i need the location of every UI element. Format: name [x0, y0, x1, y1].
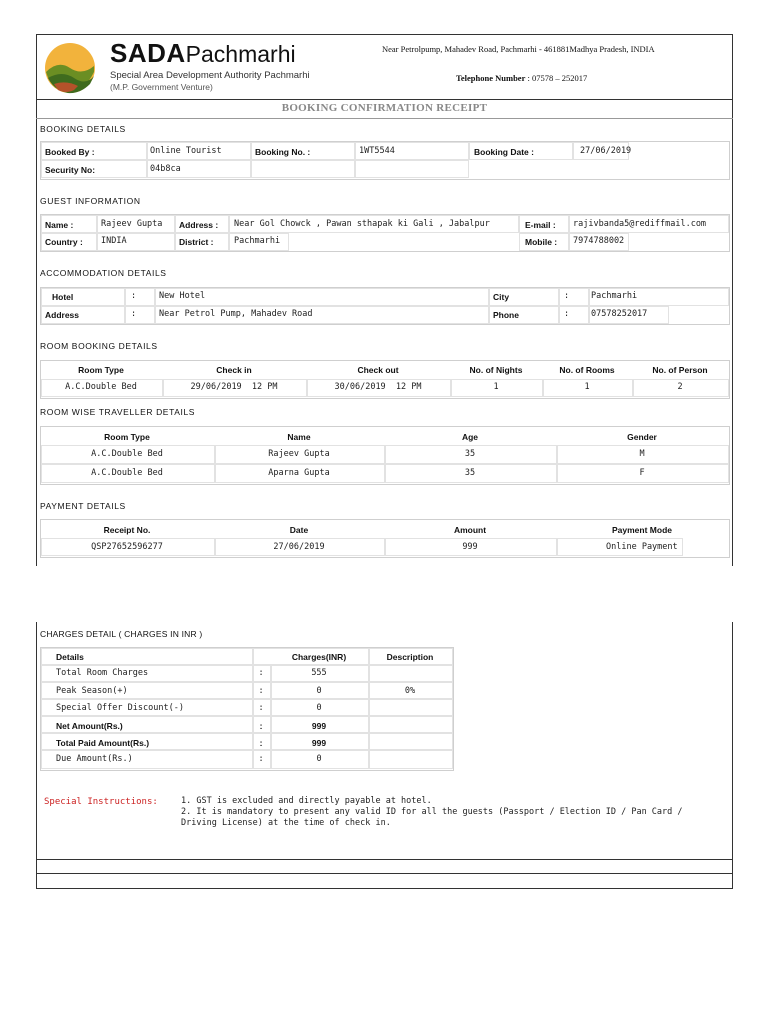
rb-check-in: 29/06/2019 12 PM [190, 382, 278, 392]
tr-row2-gender: F [639, 468, 645, 478]
hotel-address-label: Address [45, 310, 80, 320]
security-no-label: Security No: [45, 165, 96, 175]
guest-district-value: Pachmarhi [234, 236, 281, 246]
header-divider [36, 99, 733, 100]
frame-top-border [36, 34, 733, 35]
pay-amount: 999 [462, 542, 478, 552]
tr-row1-age: 35 [464, 449, 476, 459]
hotel-label: Hotel [52, 292, 74, 302]
frame2-divider-1 [36, 859, 733, 860]
address-colon: : [131, 309, 137, 319]
section-payment-details: PAYMENT DETAILS [40, 501, 126, 511]
booking-date-label: Booking Date : [474, 147, 534, 157]
charge-total-paid-value: 999 [311, 738, 327, 748]
charge-due-amount-value: 0 [316, 754, 322, 764]
charge-peak-season-label: Peak Season(+) [56, 686, 128, 696]
instruction-line-3: Driving License) at the time of check in. [181, 818, 391, 828]
brand-name: SADAPachmarhi [110, 38, 296, 68]
section-charges-detail: CHARGES DETAIL ( CHARGES IN INR ) [40, 629, 203, 639]
charge-total-paid-label: Total Paid Amount(Rs.) [56, 738, 150, 748]
guest-district-label: District : [179, 237, 214, 247]
rb-persons: 2 [677, 382, 683, 392]
title-divider [36, 118, 733, 119]
tr-row1-gender: M [639, 449, 645, 459]
charge-peak-season-desc: 0% [404, 686, 416, 696]
tr-row2-room-type: A.C.Double Bed [91, 468, 163, 478]
guest-name-value: Rajeev Gupta [101, 219, 163, 229]
charges-header-charges: Charges(INR) [291, 652, 347, 662]
tr-row1-name: Rajeev Gupta [268, 449, 330, 459]
tr-header-gender: Gender [627, 432, 657, 442]
frame2-right-border [732, 622, 733, 888]
hotel-phone-label: Phone [493, 310, 519, 320]
booked-by-label: Booked By : [45, 147, 95, 157]
charge-net-amount-sep: : [259, 721, 263, 731]
charge-total-room-value: 555 [311, 668, 327, 678]
guest-email-label: E-mail : [525, 220, 556, 230]
charge-due-amount-sep: : [258, 754, 264, 764]
hotel-colon: : [131, 291, 137, 301]
rb-header-nights: No. of Nights [469, 365, 523, 375]
receipt-title: BOOKING CONFIRMATION RECEIPT [281, 102, 488, 114]
charge-total-room-sep: : [258, 668, 264, 678]
tr-row2-age: 35 [464, 468, 476, 478]
charge-discount-value: 0 [316, 703, 322, 713]
pay-header-mode: Payment Mode [612, 525, 672, 535]
hotel-value: New Hotel [159, 291, 206, 301]
charge-total-paid-sep: : [259, 738, 263, 748]
charge-net-amount-label: Net Amount(Rs.) [56, 721, 123, 731]
guest-name-label: Name : [45, 220, 74, 230]
city-colon: : [564, 291, 570, 301]
charge-peak-season-sep: : [258, 686, 264, 696]
special-instructions-label: Special Instructions: [44, 797, 158, 807]
section-traveller-details: ROOM WISE TRAVELLER DETAILS [40, 407, 196, 417]
guest-address-label: Address : [179, 220, 219, 230]
pay-header-receipt: Receipt No. [103, 525, 151, 535]
rb-nights: 1 [493, 382, 499, 392]
rb-header-check-out: Check out [357, 365, 399, 375]
sada-logo [44, 42, 96, 94]
brand-subtitle: Special Area Development Authority Pachmarhi [110, 70, 310, 81]
rb-header-persons: No. of Person [652, 365, 708, 375]
rb-header-room-type: Room Type [78, 365, 124, 375]
section-room-booking-details: ROOM BOOKING DETAILS [40, 341, 158, 351]
security-no-value: 04b8ca [150, 164, 181, 174]
pay-mode: Online Payment [606, 542, 678, 552]
brand-subtitle-2: (M.P. Government Venture) [110, 82, 213, 92]
booked-by-value: Online Tourist [150, 146, 222, 156]
hotel-phone-value: 07578252017 [591, 309, 648, 319]
frame2-divider-2 [36, 873, 733, 874]
tr-header-name: Name [287, 432, 311, 442]
header-address: Near Petrolpump, Mahadev Road, Pachmarhi - 461881Madhya Pradesh, INDIA [382, 44, 655, 54]
tr-header-age: Age [461, 432, 479, 442]
section-guest-information: GUEST INFORMATION [40, 196, 141, 206]
tr-header-room-type: Room Type [104, 432, 150, 442]
city-label: City [493, 292, 510, 302]
charge-discount-label: Special Offer Discount(-) [56, 703, 184, 713]
charge-discount-sep: : [258, 703, 264, 713]
city-value: Pachmarhi [591, 291, 638, 301]
rb-check-out: 30/06/2019 12 PM [334, 382, 422, 392]
tr-row2-name: Aparna Gupta [268, 468, 330, 478]
rb-header-check-in: Check in [216, 365, 252, 375]
frame2-left-border [36, 622, 37, 888]
charge-total-room-label: Total Room Charges [56, 668, 149, 678]
guest-address-value: Near Gol Chowck , Pawan sthapak ki Gali , Jabalpur [234, 219, 490, 229]
header-phone: Telephone Number : 07578 – 252017 [456, 73, 588, 83]
rb-room-type: A.C.Double Bed [65, 382, 137, 392]
tr-row1-room-type: A.C.Double Bed [91, 449, 163, 459]
booking-no-label: Booking No. : [255, 147, 311, 157]
guest-country-label: Country : [45, 237, 83, 247]
guest-email-value: rajivbanda5@rediffmail.com [573, 219, 707, 229]
guest-mobile-value: 7974788002 [573, 236, 625, 246]
instruction-line-2: 2. It is mandatory to present any valid ID for all the guests (Passport / Election ID / Pan Card / [181, 807, 683, 817]
charge-net-amount-value: 999 [311, 721, 327, 731]
booking-no-value: 1WT5544 [359, 146, 395, 156]
section-booking-details: BOOKING DETAILS [40, 124, 126, 134]
guest-country-value: INDIA [101, 236, 127, 246]
section-accommodation-details: ACCOMMODATION DETAILS [40, 268, 167, 278]
pay-date: 27/06/2019 [273, 542, 325, 552]
pay-header-amount: Amount [453, 525, 487, 535]
instruction-line-1: 1. GST is excluded and directly payable at hotel. [181, 796, 432, 806]
frame2-bottom-border [36, 888, 733, 889]
pay-header-date: Date [289, 525, 309, 535]
charges-header-description: Description [386, 652, 434, 662]
guest-mobile-label: Mobile : [525, 237, 558, 247]
hotel-address-value: Near Petrol Pump, Mahadev Road [159, 309, 313, 319]
rb-rooms: 1 [584, 382, 590, 392]
charge-peak-season-value: 0 [316, 686, 322, 696]
phone-colon: : [564, 309, 570, 319]
rb-header-rooms: No. of Rooms [559, 365, 615, 375]
charges-header-details: Details [56, 652, 84, 662]
charge-due-amount-label: Due Amount(Rs.) [56, 754, 133, 764]
booking-date-value: 27/06/2019 [580, 146, 632, 156]
pay-receipt-no: QSP27652596277 [91, 542, 163, 552]
